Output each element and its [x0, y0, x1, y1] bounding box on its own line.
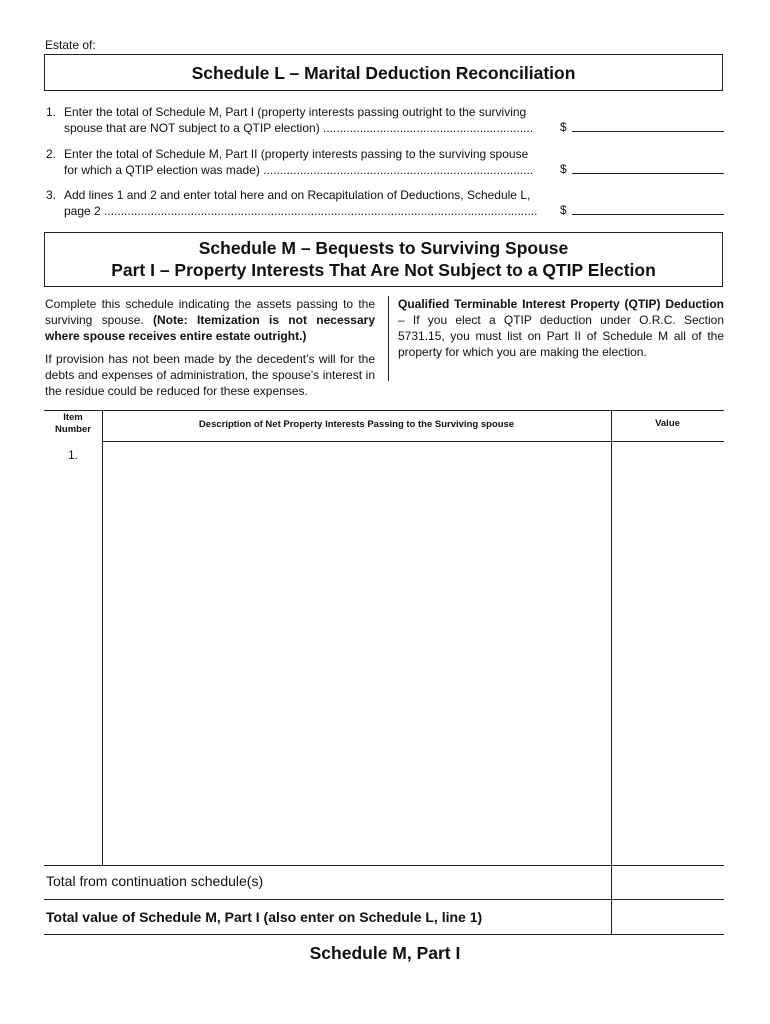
estate-of-label: Estate of:	[45, 38, 96, 52]
item-text-line1: Add lines 1 and 2 and enter total here and on Recapitulation of Deductions, Schedule L,	[64, 188, 531, 202]
item-1-currency: $	[560, 120, 567, 134]
description-entry-area[interactable]	[103, 442, 610, 864]
schedule-l-title: Schedule L – Marital Deduction Reconciliation	[191, 63, 576, 83]
instructions-right	[398, 296, 724, 360]
instruction-text: Complete this schedule indicating the assets passing to the surviving spouse.	[45, 297, 375, 327]
item-text-line2: for which a QTIP election was made) .................................................................................	[64, 163, 534, 177]
column-divider	[388, 296, 389, 381]
instructions-left	[45, 296, 375, 406]
item-number: 2.	[46, 147, 57, 161]
schedule-m-title: Schedule M – Bequests to Surviving Spouse	[198, 238, 569, 258]
item-3-amount-field[interactable]	[572, 214, 724, 215]
qtip-text: – If you elect a QTIP deduction under O.R.C. Section 5731.15, you must list on Part II of Schedule M all of the property for which you are making the election.	[398, 313, 724, 359]
schedule-l-item-2	[46, 146, 556, 178]
instruction-expenses: If provision has not been made by the decedent’s will for the debts and expenses of administration, the spouse’s interest in the residue could be reduced for these expenses.	[45, 352, 375, 398]
item-text-line2: page 2 ..................................................................................................................................	[64, 204, 538, 218]
item-2-currency: $	[560, 162, 567, 176]
header-item: Item	[63, 412, 83, 423]
item-2-amount-field[interactable]	[572, 173, 724, 174]
schedule-l-item-1	[46, 104, 556, 136]
schedule-l-item-3	[46, 187, 556, 219]
schedule-m-title-box	[44, 232, 723, 287]
value-header: Value	[655, 418, 680, 429]
row-number: 1.	[68, 448, 79, 462]
description-header: Description of Net Property Interests Passing to the Surviving spouse	[198, 419, 515, 430]
item-text-line1: Enter the total of Schedule M, Part II (property interests passing to the surviving spouse	[64, 147, 529, 161]
total-continuation-label: Total from continuation schedule(s)	[46, 873, 264, 889]
item-text-line2: spouse that are NOT subject to a QTIP election) ...............................................................	[64, 121, 534, 135]
total-continuation-value-field[interactable]	[612, 866, 724, 899]
itemization-note: (Note: Itemization is not necessary where spouse receives entire estate outright.)	[45, 313, 375, 343]
total-value-field[interactable]	[612, 900, 724, 933]
qtip-heading: Qualified Terminable Interest Property (QTIP) Deduction	[398, 297, 724, 311]
item-3-currency: $	[560, 203, 567, 217]
page-footer-title: Schedule M, Part I	[309, 943, 461, 963]
schedule-m-subtitle: Part I – Property Interests That Are Not Subject to a QTIP Election	[111, 260, 656, 280]
item-number: 3.	[46, 188, 57, 202]
item-1-amount-field[interactable]	[572, 131, 724, 132]
property-table	[44, 410, 724, 935]
total-value-label: Total value of Schedule M, Part I (also enter on Schedule L, line 1)	[46, 909, 483, 925]
item-number: 1.	[46, 105, 57, 119]
header-number: Number	[55, 424, 91, 435]
value-entry-area[interactable]	[612, 442, 724, 864]
item-text-line1: Enter the total of Schedule M, Part I (property interests passing outright to the surviving	[64, 105, 527, 119]
item-number-header	[44, 412, 102, 436]
schedule-l-title-box	[44, 54, 723, 91]
